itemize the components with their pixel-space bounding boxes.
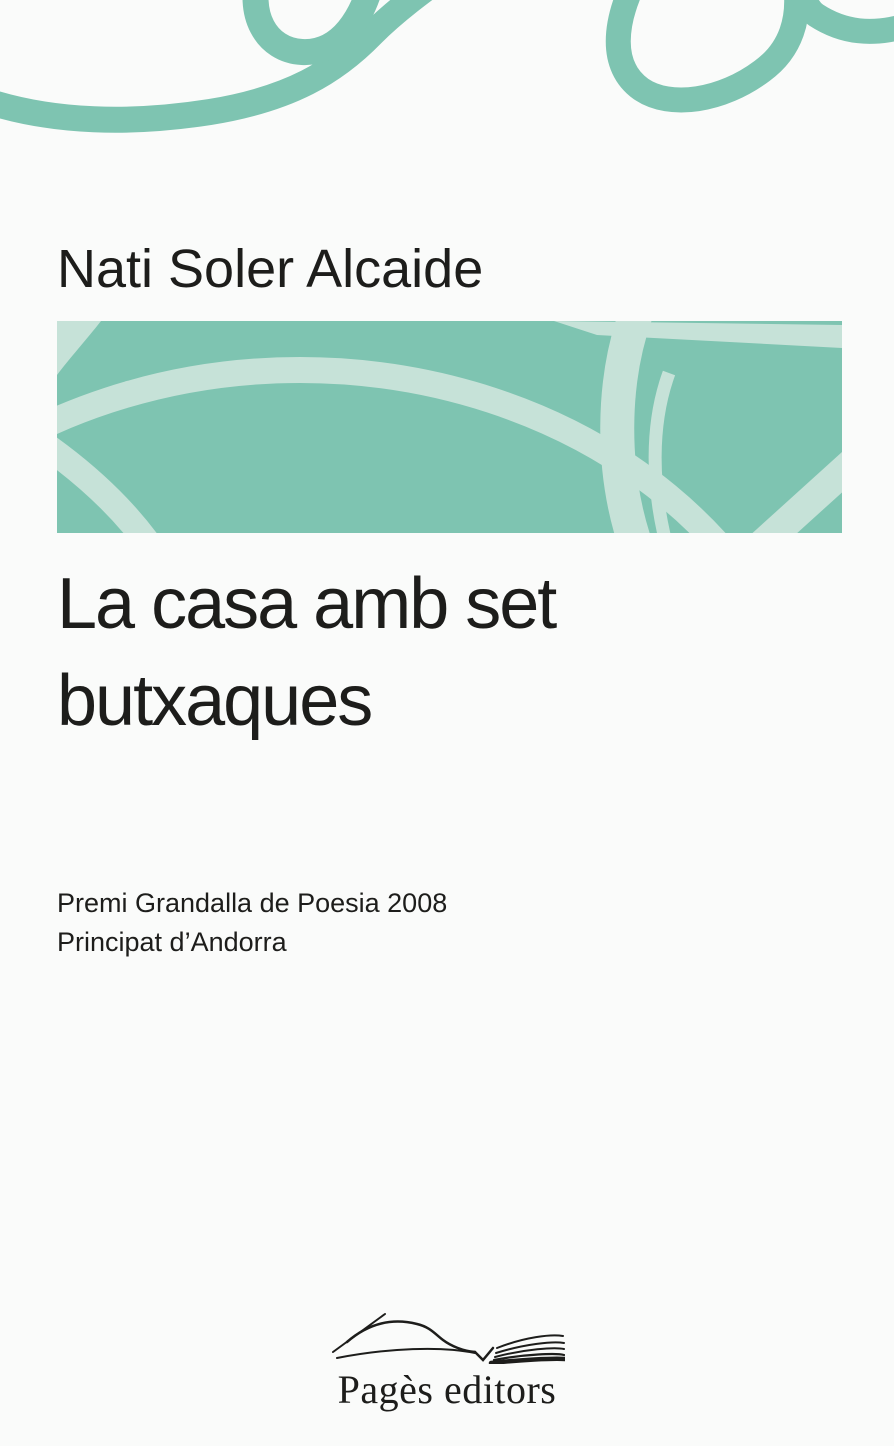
title-line-2: butxaques <box>57 661 372 741</box>
book-title <box>57 556 555 750</box>
cover-banner-art <box>57 321 842 533</box>
publisher-name: Pagès editors <box>337 1367 557 1412</box>
book-landscape-sketch-icon <box>329 1310 565 1364</box>
banner-background <box>57 321 842 533</box>
award-line-2: Principat d’Andorra <box>57 927 287 957</box>
author-name: Nati Soler Alcaide <box>57 239 484 299</box>
title-line-1: La casa amb set <box>57 564 556 644</box>
award-line-1: Premi Grandalla de Poesia 2008 <box>57 888 448 918</box>
scribble-decoration-icon <box>0 0 894 210</box>
award-text <box>57 884 447 962</box>
publisher-logo <box>317 1310 577 1413</box>
